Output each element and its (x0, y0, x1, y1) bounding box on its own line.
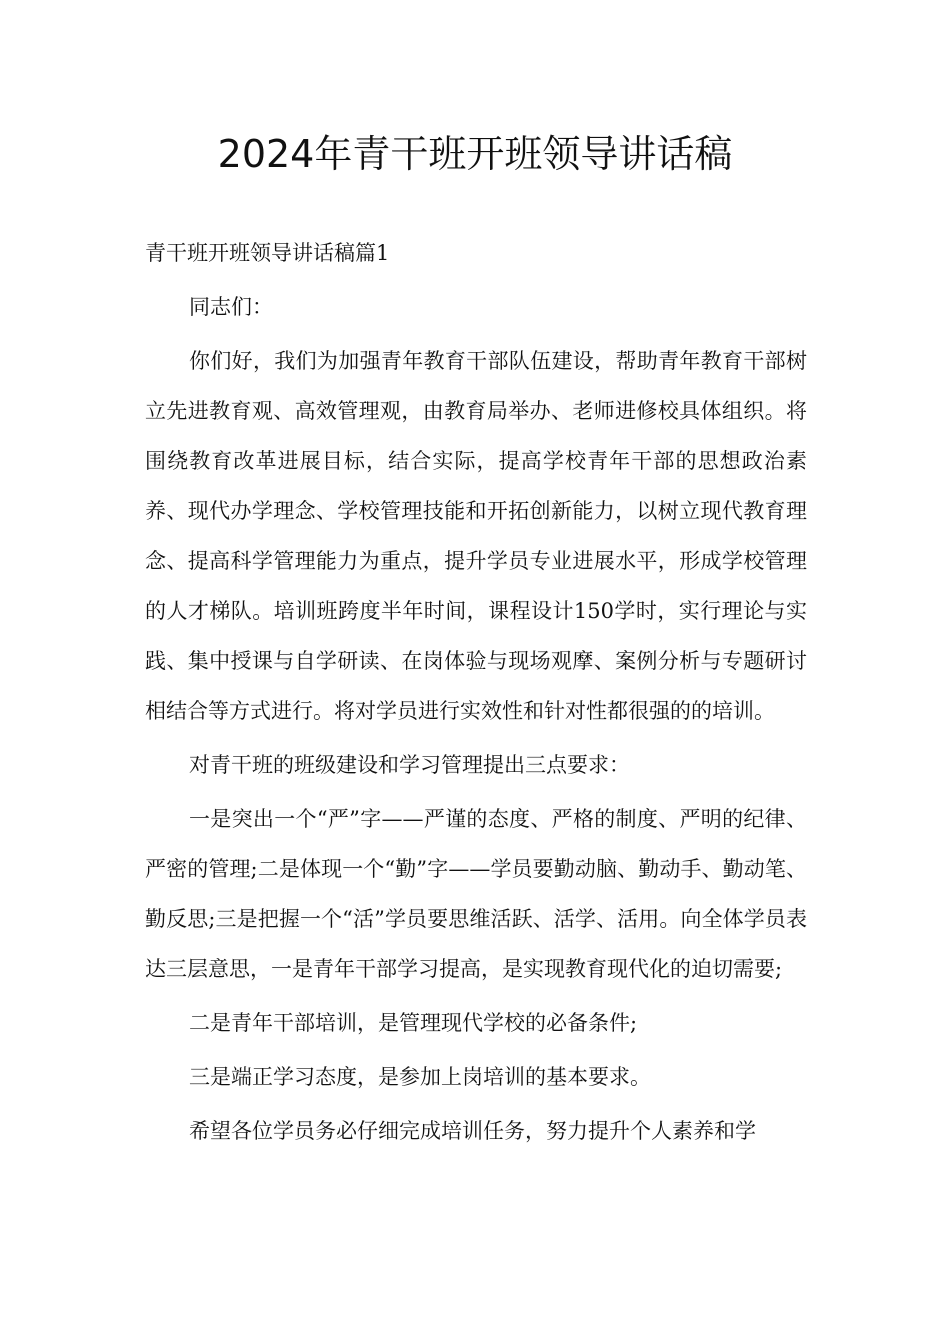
paragraph-4: 二是青年干部培训，是管理现代学校的必备条件; (189, 1011, 638, 1035)
document-body (145, 228, 807, 1160)
section-heading: 青干班开班领导讲话稿篇1 (145, 241, 390, 265)
paragraph-1: 你们好，我们为加强青年教育干部队伍建设，帮助青年教育干部树立先进教育观、高效管理观，由教育局举办、老师进修校具体组织。将围绕教育改革进展目标，结合实际，提高学校青年干部的思想政治素养、现代办学理念、学校管理技能和开拓创新能力，以树立现代教育理念、提高科学管理能力为重点，提升学员专业进展水平，形成学校管理的人才梯队。培训班跨度半年时间，课程设计150学时，实行理论与实践、集中授课与自学研读、在岗体验与现场观摩、案例分析与专题研讨相结合等方式进行。将对学员进行实效性和针对性都很强的的培训。 (145, 349, 807, 723)
salutation: 同志们： (189, 295, 273, 319)
paragraph-5: 三是端正学习态度，是参加上岗培训的基本要求。 (189, 1065, 651, 1089)
paragraph-2: 对青干班的班级建设和学习管理提出三点要求： (189, 753, 630, 777)
paragraph-6: 希望各位学员务必仔细完成培训任务，努力提升个人素养和学 (189, 1119, 756, 1143)
document-title: 2024年青干班开班领导讲话稿 (217, 132, 733, 176)
paragraph-3: 一是突出一个“严”字——严谨的态度、严格的制度、严明的纪律、严密的管理;二是体现一个“勤”字——学员要勤动脑、勤动手、勤动笔、勤反思;三是把握一个“活”学员要思维活跃、活学、活用。向全体学员表达三层意思，一是青年干部学习提高，是实现教育现代化的迫切需要; (145, 807, 807, 981)
